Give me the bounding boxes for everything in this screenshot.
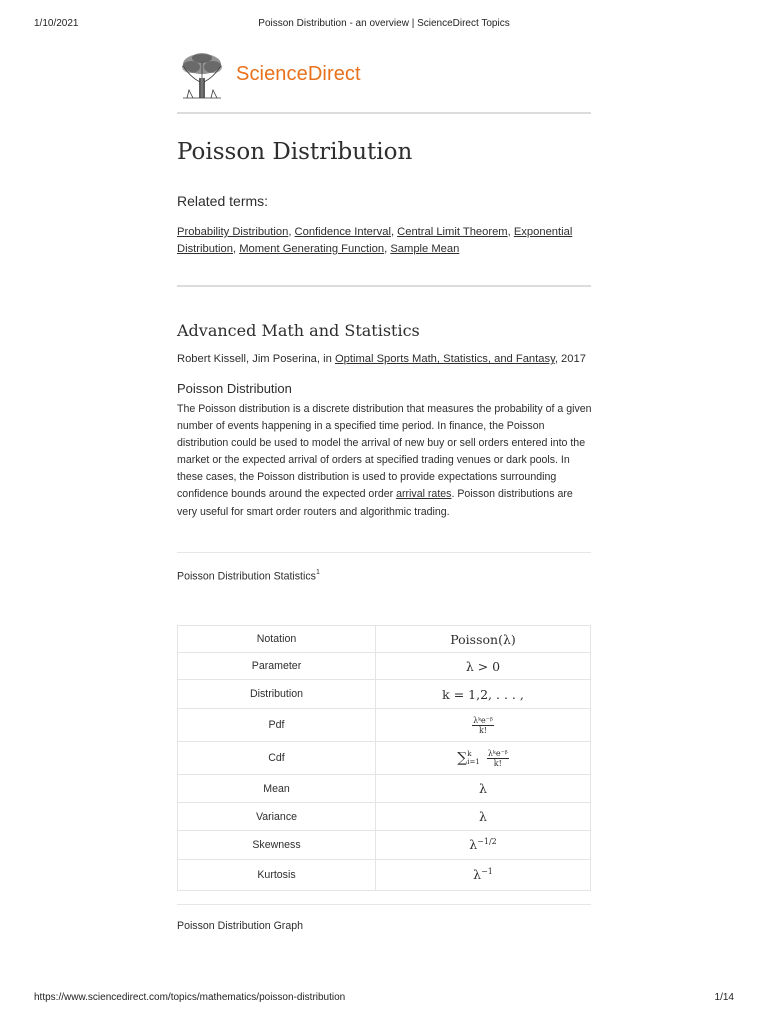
sum-limits	[467, 750, 480, 766]
row-label: Cdf	[178, 742, 376, 775]
row-label: Pdf	[178, 709, 376, 742]
section-title: Advanced Math and Statistics	[177, 321, 420, 340]
row-label: Kurtosis	[178, 860, 376, 891]
value-exponent: −1	[481, 867, 493, 877]
table-row	[178, 831, 591, 860]
page-title: Poisson Distribution	[177, 139, 413, 165]
value-base: λ	[473, 867, 482, 883]
related-terms-heading: Related terms:	[177, 193, 269, 209]
citation-authors: Robert Kissell, Jim Poserina, in	[177, 353, 332, 365]
print-title: Poisson Distribution - an overview | ScienceDirect Topics	[258, 18, 510, 29]
table-row	[178, 803, 591, 831]
related-term-link[interactable]: Probability Distribution	[177, 226, 289, 238]
print-footer	[0, 992, 768, 1006]
table-row	[178, 775, 591, 803]
footnote-ref[interactable]: 1	[315, 569, 320, 576]
brand-wordmark: ScienceDirect	[236, 63, 361, 85]
statistics-table	[177, 625, 591, 891]
table-caption-text: Poisson Distribution Statistics	[177, 570, 316, 583]
book-link[interactable]: Optimal Sports Math, Statistics, and Fantasy	[334, 353, 555, 365]
related-term-link[interactable]: Exponential Distribution	[177, 226, 573, 255]
table-row	[178, 680, 591, 709]
row-label: Notation	[178, 626, 376, 653]
print-date: 1/10/2021	[34, 18, 79, 29]
section-paragraph	[177, 401, 593, 521]
related-term-link[interactable]: Sample Mean	[390, 243, 460, 255]
row-value	[376, 860, 591, 891]
fraction-denominator: k!	[493, 758, 502, 768]
sum-symbol: ∑	[457, 750, 468, 766]
row-value	[376, 831, 591, 860]
table-caption	[177, 570, 320, 583]
elsevier-tree-logo-icon	[177, 52, 227, 100]
fraction-numerator: λᵏe⁻ᵝ	[473, 715, 493, 725]
row-value	[376, 709, 591, 742]
graph-caption: Poisson Distribution Graph	[177, 920, 304, 932]
table-row	[178, 709, 591, 742]
row-value: Poisson(λ)	[376, 626, 591, 653]
related-terms: Probability Distribution, Confidence Interval, Central Limit Theorem, Exponential Distribution, Moment Generating Function, Sample Mean	[177, 226, 573, 255]
table-row	[178, 653, 591, 680]
fraction-numerator: λᵏe⁻ᵝ	[487, 748, 508, 758]
row-label: Mean	[178, 775, 376, 803]
related-term-link[interactable]: Central Limit Theorem	[397, 226, 508, 238]
divider	[177, 112, 591, 114]
related-term-link[interactable]: Confidence Interval	[294, 226, 391, 238]
row-value: λ > 0	[376, 653, 591, 680]
row-label: Variance	[178, 803, 376, 831]
value-exponent: −1/2	[477, 837, 497, 847]
row-value: λ	[376, 803, 591, 831]
row-label: Distribution	[178, 680, 376, 709]
sum-upper: k	[467, 750, 472, 758]
value-base: λ	[469, 837, 478, 853]
row-label: Parameter	[178, 653, 376, 680]
table-row	[178, 742, 591, 775]
row-value: k = 1,2, . . . ,	[376, 680, 591, 709]
divider	[177, 904, 591, 905]
row-value	[376, 742, 591, 775]
cdf-fraction	[487, 749, 509, 768]
divider	[177, 285, 591, 287]
sum-lower: i=1	[467, 758, 480, 766]
related-term-link[interactable]: Moment Generating Function	[239, 243, 385, 255]
pdf-fraction	[472, 716, 494, 735]
print-header	[0, 18, 768, 32]
citation-year: , 2017	[554, 353, 586, 365]
fraction-denominator: k!	[478, 725, 488, 735]
arrival-rates-link[interactable]: arrival rates	[396, 488, 452, 501]
brand[interactable]	[177, 52, 437, 100]
row-value: λ	[376, 775, 591, 803]
print-url: https://www.sciencedirect.com/topics/mathematics/poisson-distribution	[34, 992, 346, 1003]
section-subheading: Poisson Distribution	[177, 381, 292, 396]
table-row	[178, 626, 591, 653]
print-page-count: 1/14	[714, 992, 734, 1003]
paragraph-text: The Poisson distribution is a discrete distribution that measures the probability of a given number of events happening in a specified time period. In finance, the Poisson distribution could be used to model the arrival of new buy or sell orders entered into the market or the expected arrival of orders at specified trading venues or dark pools. In these cases, the Poisson distribution is used to provide expectations surrounding confidence bounds around the expected order	[177, 403, 592, 501]
divider	[177, 552, 591, 553]
row-label: Skewness	[178, 831, 376, 860]
table-row	[178, 860, 591, 891]
paragraph-text: . Poisson distributions are very useful for smart order routers and algorithmic trading.	[177, 488, 573, 518]
citation	[177, 353, 586, 365]
